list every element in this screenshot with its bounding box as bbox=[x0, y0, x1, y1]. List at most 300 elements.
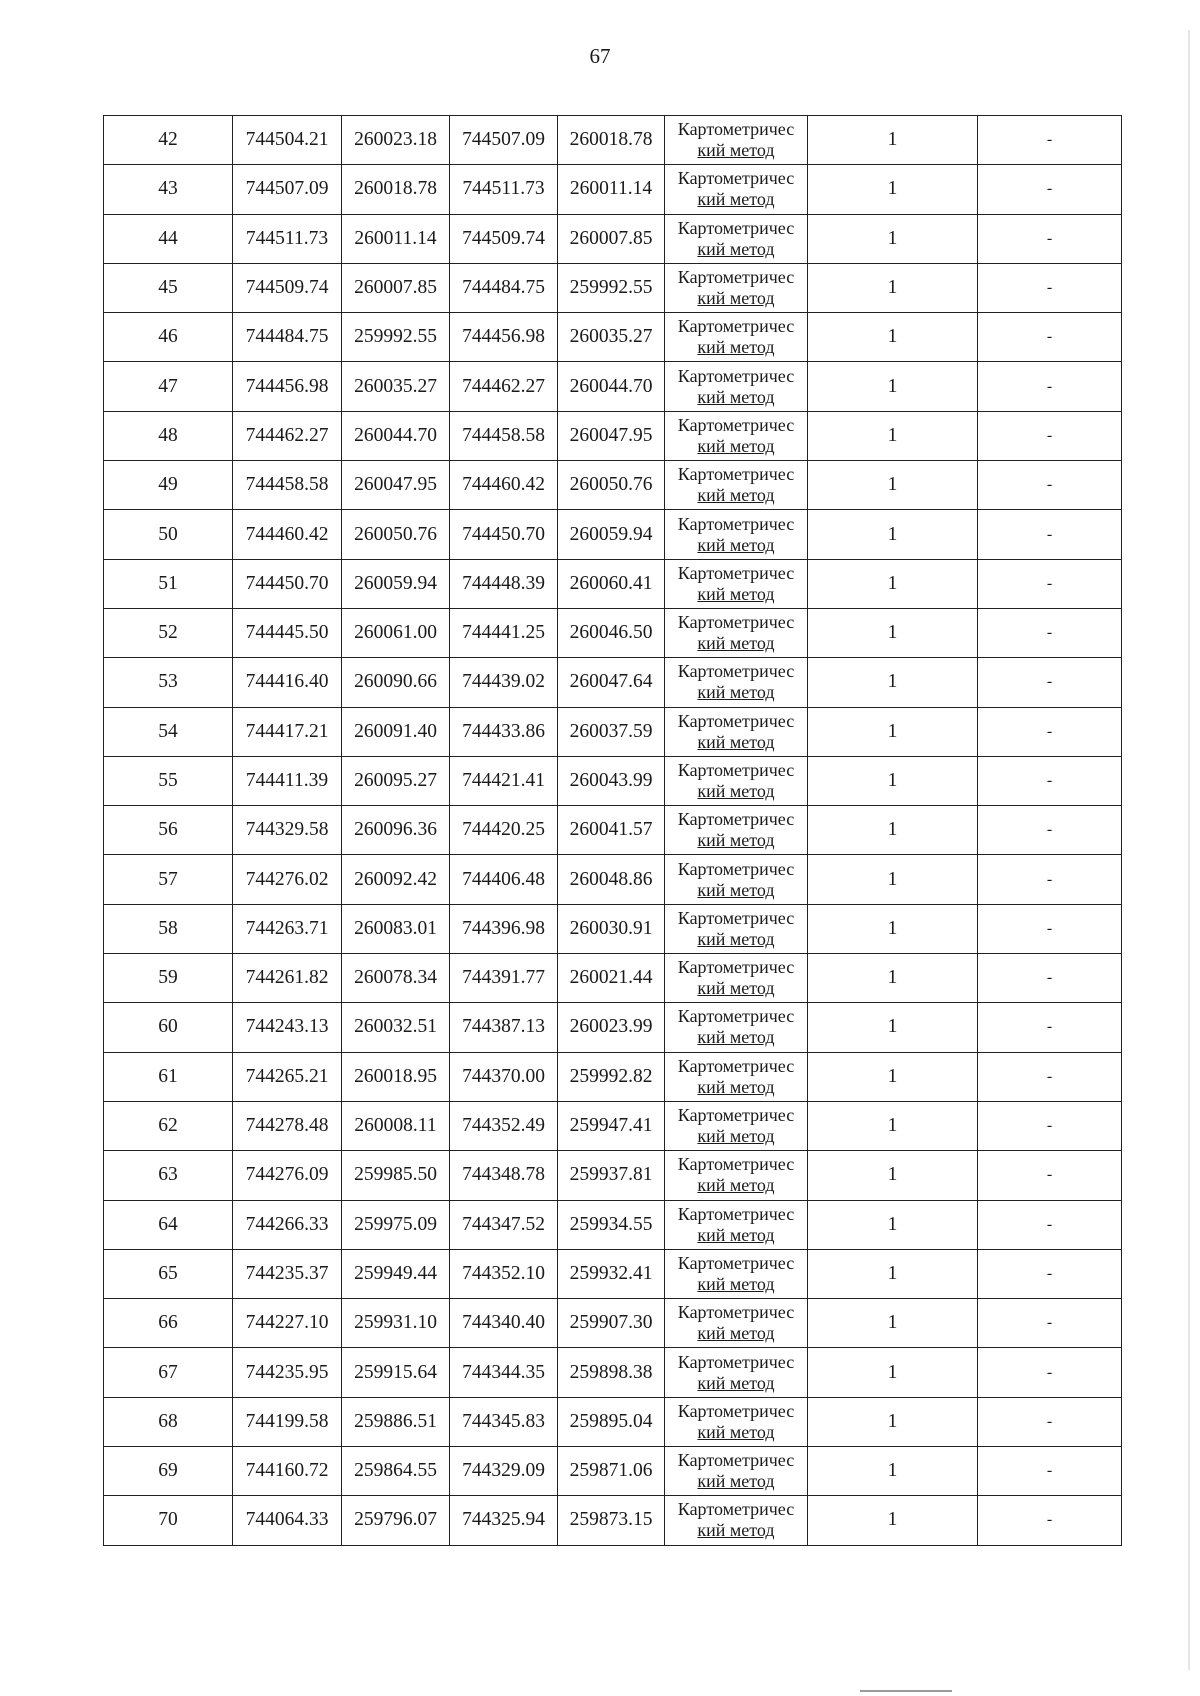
x-from-cell: 744507.09 bbox=[233, 165, 342, 214]
method-text-line2: кий метод bbox=[697, 485, 775, 506]
accuracy-cell: 1 bbox=[808, 1496, 978, 1545]
x-to-cell: 744387.13 bbox=[450, 1003, 558, 1052]
method-text-line2: кий метод bbox=[697, 1323, 775, 1344]
point-number-cell: 55 bbox=[104, 756, 233, 805]
method-cell bbox=[665, 855, 808, 904]
table-row bbox=[104, 806, 1122, 855]
method-text-line1: Картометричес bbox=[677, 1351, 795, 1372]
x-from-cell: 744460.42 bbox=[233, 510, 342, 559]
method-cell bbox=[665, 1151, 808, 1200]
table-row bbox=[104, 461, 1122, 510]
method-cell bbox=[665, 214, 808, 263]
x-from-cell: 744450.70 bbox=[233, 559, 342, 608]
point-number-cell: 61 bbox=[104, 1052, 233, 1101]
x-to-cell: 744344.35 bbox=[450, 1348, 558, 1397]
accuracy-cell: 1 bbox=[808, 510, 978, 559]
point-number-cell: 42 bbox=[104, 116, 233, 165]
method-text-line1: Картометричес bbox=[677, 119, 795, 140]
method-text-line1: Картометричес bbox=[677, 907, 795, 928]
y-from-cell: 259915.64 bbox=[342, 1348, 450, 1397]
table-row bbox=[104, 756, 1122, 805]
table-row bbox=[104, 313, 1122, 362]
method-cell bbox=[665, 313, 808, 362]
accuracy-cell: 1 bbox=[808, 313, 978, 362]
y-from-cell: 259992.55 bbox=[342, 313, 450, 362]
y-from-cell: 259949.44 bbox=[342, 1249, 450, 1298]
x-to-cell: 744325.94 bbox=[450, 1496, 558, 1545]
x-to-cell: 744448.39 bbox=[450, 559, 558, 608]
method-text-line2: кий метод bbox=[697, 879, 775, 900]
method-cell bbox=[665, 1052, 808, 1101]
point-number-cell: 45 bbox=[104, 263, 233, 312]
table-row bbox=[104, 1052, 1122, 1101]
note-cell: - bbox=[978, 510, 1122, 559]
accuracy-cell: 1 bbox=[808, 214, 978, 263]
note-cell: - bbox=[978, 658, 1122, 707]
x-to-cell: 744406.48 bbox=[450, 855, 558, 904]
table-row bbox=[104, 1397, 1122, 1446]
point-number-cell: 64 bbox=[104, 1200, 233, 1249]
y-from-cell: 260018.78 bbox=[342, 165, 450, 214]
method-cell bbox=[665, 559, 808, 608]
bottom-edge-mark bbox=[860, 1690, 952, 1692]
method-text-line1: Картометричес bbox=[677, 661, 795, 682]
accuracy-cell: 1 bbox=[808, 362, 978, 411]
y-from-cell: 260007.85 bbox=[342, 263, 450, 312]
y-to-cell: 260011.14 bbox=[558, 165, 665, 214]
method-text-line1: Картометричес bbox=[677, 1203, 795, 1224]
x-from-cell: 744064.33 bbox=[233, 1496, 342, 1545]
accuracy-cell: 1 bbox=[808, 116, 978, 165]
method-text-line2: кий метод bbox=[697, 1175, 775, 1196]
x-to-cell: 744370.00 bbox=[450, 1052, 558, 1101]
method-cell bbox=[665, 510, 808, 559]
method-text-line2: кий метод bbox=[697, 928, 775, 949]
x-from-cell: 744265.21 bbox=[233, 1052, 342, 1101]
method-cell bbox=[665, 362, 808, 411]
method-cell bbox=[665, 1003, 808, 1052]
x-from-cell: 744416.40 bbox=[233, 658, 342, 707]
method-text-line1: Картометричес bbox=[677, 1450, 795, 1471]
table-row bbox=[104, 954, 1122, 1003]
table-row bbox=[104, 1101, 1122, 1150]
accuracy-cell: 1 bbox=[808, 756, 978, 805]
method-text-line1: Картометричес bbox=[677, 414, 795, 435]
method-text-line2: кий метод bbox=[697, 1027, 775, 1048]
y-from-cell: 260050.76 bbox=[342, 510, 450, 559]
table-row bbox=[104, 411, 1122, 460]
table-row bbox=[104, 1299, 1122, 1348]
x-to-cell: 744345.83 bbox=[450, 1397, 558, 1446]
table-row bbox=[104, 559, 1122, 608]
note-cell: - bbox=[978, 707, 1122, 756]
method-cell bbox=[665, 806, 808, 855]
point-number-cell: 70 bbox=[104, 1496, 233, 1545]
table-row bbox=[104, 214, 1122, 263]
y-to-cell: 259934.55 bbox=[558, 1200, 665, 1249]
method-text-line1: Картометричес bbox=[677, 365, 795, 386]
table-row bbox=[104, 707, 1122, 756]
point-number-cell: 60 bbox=[104, 1003, 233, 1052]
y-to-cell: 260018.78 bbox=[558, 116, 665, 165]
y-from-cell: 260096.36 bbox=[342, 806, 450, 855]
x-from-cell: 744417.21 bbox=[233, 707, 342, 756]
x-from-cell: 744511.73 bbox=[233, 214, 342, 263]
x-to-cell: 744450.70 bbox=[450, 510, 558, 559]
note-cell: - bbox=[978, 1003, 1122, 1052]
method-text-line1: Картометричес bbox=[677, 1499, 795, 1520]
y-to-cell: 259907.30 bbox=[558, 1299, 665, 1348]
y-from-cell: 260044.70 bbox=[342, 411, 450, 460]
method-text-line1: Картометричес bbox=[677, 612, 795, 633]
x-from-cell: 744484.75 bbox=[233, 313, 342, 362]
note-cell: - bbox=[978, 411, 1122, 460]
table-row bbox=[104, 608, 1122, 657]
table-row bbox=[104, 1003, 1122, 1052]
method-text-line2: кий метод bbox=[697, 682, 775, 703]
x-to-cell: 744352.10 bbox=[450, 1249, 558, 1298]
method-text-line2: кий метод bbox=[697, 1273, 775, 1294]
x-from-cell: 744227.10 bbox=[233, 1299, 342, 1348]
accuracy-cell: 1 bbox=[808, 1052, 978, 1101]
method-text-line2: кий метод bbox=[697, 633, 775, 654]
x-to-cell: 744421.41 bbox=[450, 756, 558, 805]
method-text-line2: кий метод bbox=[697, 386, 775, 407]
x-from-cell: 744458.58 bbox=[233, 461, 342, 510]
point-number-cell: 63 bbox=[104, 1151, 233, 1200]
method-cell bbox=[665, 165, 808, 214]
x-from-cell: 744266.33 bbox=[233, 1200, 342, 1249]
point-number-cell: 49 bbox=[104, 461, 233, 510]
accuracy-cell: 1 bbox=[808, 658, 978, 707]
accuracy-cell: 1 bbox=[808, 1397, 978, 1446]
accuracy-cell: 1 bbox=[808, 559, 978, 608]
point-number-cell: 57 bbox=[104, 855, 233, 904]
note-cell: - bbox=[978, 806, 1122, 855]
method-text-line2: кий метод bbox=[697, 1372, 775, 1393]
note-cell: - bbox=[978, 362, 1122, 411]
y-to-cell: 259895.04 bbox=[558, 1397, 665, 1446]
method-text-line1: Картометричес bbox=[677, 1154, 795, 1175]
note-cell: - bbox=[978, 1200, 1122, 1249]
table-row bbox=[104, 1496, 1122, 1545]
method-cell bbox=[665, 1101, 808, 1150]
method-text-line1: Картометричес bbox=[677, 1006, 795, 1027]
method-text-line1: Картометричес bbox=[677, 168, 795, 189]
accuracy-cell: 1 bbox=[808, 165, 978, 214]
y-to-cell: 259871.06 bbox=[558, 1447, 665, 1496]
method-text-line1: Картометричес bbox=[677, 1400, 795, 1421]
x-from-cell: 744261.82 bbox=[233, 954, 342, 1003]
y-to-cell: 259873.15 bbox=[558, 1496, 665, 1545]
note-cell: - bbox=[978, 1397, 1122, 1446]
method-text-line1: Картометричес bbox=[677, 1055, 795, 1076]
x-from-cell: 744243.13 bbox=[233, 1003, 342, 1052]
accuracy-cell: 1 bbox=[808, 608, 978, 657]
method-text-line1: Картометричес bbox=[677, 760, 795, 780]
x-to-cell: 744391.77 bbox=[450, 954, 558, 1003]
method-cell bbox=[665, 1200, 808, 1249]
y-to-cell: 259992.55 bbox=[558, 263, 665, 312]
method-text-line2: кий метод bbox=[697, 583, 775, 604]
y-from-cell: 260008.11 bbox=[342, 1101, 450, 1150]
note-cell: - bbox=[978, 1151, 1122, 1200]
table-row bbox=[104, 904, 1122, 953]
point-number-cell: 52 bbox=[104, 608, 233, 657]
page-number: 67 bbox=[589, 44, 611, 68]
note-cell: - bbox=[978, 756, 1122, 805]
method-cell bbox=[665, 658, 808, 707]
point-number-cell: 58 bbox=[104, 904, 233, 953]
x-to-cell: 744458.58 bbox=[450, 411, 558, 460]
note-cell: - bbox=[978, 313, 1122, 362]
y-to-cell: 260037.59 bbox=[558, 707, 665, 756]
note-cell: - bbox=[978, 1496, 1122, 1545]
note-cell: - bbox=[978, 608, 1122, 657]
note-cell: - bbox=[978, 954, 1122, 1003]
point-number-cell: 44 bbox=[104, 214, 233, 263]
method-text-line1: Картометричес bbox=[677, 267, 795, 288]
table-row bbox=[104, 116, 1122, 165]
x-from-cell: 744235.95 bbox=[233, 1348, 342, 1397]
note-cell: - bbox=[978, 1348, 1122, 1397]
point-number-cell: 48 bbox=[104, 411, 233, 460]
x-from-cell: 744411.39 bbox=[233, 756, 342, 805]
note-cell: - bbox=[978, 855, 1122, 904]
point-number-cell: 67 bbox=[104, 1348, 233, 1397]
method-cell bbox=[665, 263, 808, 312]
table-row bbox=[104, 263, 1122, 312]
y-to-cell: 260046.50 bbox=[558, 608, 665, 657]
method-cell bbox=[665, 954, 808, 1003]
accuracy-cell: 1 bbox=[808, 1447, 978, 1496]
x-from-cell: 744456.98 bbox=[233, 362, 342, 411]
y-to-cell: 260007.85 bbox=[558, 214, 665, 263]
x-from-cell: 744263.71 bbox=[233, 904, 342, 953]
method-cell bbox=[665, 1299, 808, 1348]
x-to-cell: 744329.09 bbox=[450, 1447, 558, 1496]
method-cell bbox=[665, 411, 808, 460]
point-number-cell: 56 bbox=[104, 806, 233, 855]
point-number-cell: 46 bbox=[104, 313, 233, 362]
x-from-cell: 744160.72 bbox=[233, 1447, 342, 1496]
table-row bbox=[104, 510, 1122, 559]
y-from-cell: 260035.27 bbox=[342, 362, 450, 411]
accuracy-cell: 1 bbox=[808, 1348, 978, 1397]
y-to-cell: 260041.57 bbox=[558, 806, 665, 855]
y-to-cell: 259992.82 bbox=[558, 1052, 665, 1101]
method-cell bbox=[665, 608, 808, 657]
table-row bbox=[104, 165, 1122, 214]
method-text-line2: кий метод bbox=[697, 1076, 775, 1097]
accuracy-cell: 1 bbox=[808, 707, 978, 756]
accuracy-cell: 1 bbox=[808, 1003, 978, 1052]
table-row bbox=[104, 1348, 1122, 1397]
note-cell: - bbox=[978, 1052, 1122, 1101]
method-text-line1: Картометричес bbox=[677, 1302, 795, 1323]
table-row bbox=[104, 658, 1122, 707]
x-to-cell: 744460.42 bbox=[450, 461, 558, 510]
y-to-cell: 260021.44 bbox=[558, 954, 665, 1003]
point-number-cell: 54 bbox=[104, 707, 233, 756]
point-number-cell: 62 bbox=[104, 1101, 233, 1150]
method-text-line2: кий метод bbox=[697, 1471, 775, 1492]
y-from-cell: 259931.10 bbox=[342, 1299, 450, 1348]
x-to-cell: 744507.09 bbox=[450, 116, 558, 165]
accuracy-cell: 1 bbox=[808, 954, 978, 1003]
table-row bbox=[104, 1447, 1122, 1496]
point-number-cell: 50 bbox=[104, 510, 233, 559]
method-text-line1: Картометричес bbox=[677, 316, 795, 337]
y-from-cell: 260023.18 bbox=[342, 116, 450, 165]
method-cell bbox=[665, 1348, 808, 1397]
method-cell bbox=[665, 1496, 808, 1545]
x-from-cell: 744199.58 bbox=[233, 1397, 342, 1446]
x-from-cell: 744235.37 bbox=[233, 1249, 342, 1298]
table-row bbox=[104, 1200, 1122, 1249]
method-text-line2: кий метод bbox=[697, 1126, 775, 1147]
note-cell: - bbox=[978, 1101, 1122, 1150]
y-from-cell: 260032.51 bbox=[342, 1003, 450, 1052]
y-to-cell: 260059.94 bbox=[558, 510, 665, 559]
accuracy-cell: 1 bbox=[808, 1299, 978, 1348]
method-text-line2: кий метод bbox=[697, 189, 775, 210]
y-to-cell: 260050.76 bbox=[558, 461, 665, 510]
y-from-cell: 260095.27 bbox=[342, 756, 450, 805]
y-from-cell: 260090.66 bbox=[342, 658, 450, 707]
x-from-cell: 744509.74 bbox=[233, 263, 342, 312]
method-text-line2: кий метод bbox=[697, 830, 775, 851]
x-from-cell: 744462.27 bbox=[233, 411, 342, 460]
note-cell: - bbox=[978, 559, 1122, 608]
table-row bbox=[104, 855, 1122, 904]
method-text-line2: кий метод bbox=[697, 781, 775, 801]
note-cell: - bbox=[978, 1447, 1122, 1496]
method-cell bbox=[665, 461, 808, 510]
y-from-cell: 260059.94 bbox=[342, 559, 450, 608]
y-from-cell: 260047.95 bbox=[342, 461, 450, 510]
method-text-line2: кий метод bbox=[697, 1520, 775, 1541]
y-to-cell: 260030.91 bbox=[558, 904, 665, 953]
point-number-cell: 68 bbox=[104, 1397, 233, 1446]
y-to-cell: 260023.99 bbox=[558, 1003, 665, 1052]
y-from-cell: 259886.51 bbox=[342, 1397, 450, 1446]
x-to-cell: 744420.25 bbox=[450, 806, 558, 855]
table-body bbox=[104, 116, 1122, 1546]
y-to-cell: 260044.70 bbox=[558, 362, 665, 411]
note-cell: - bbox=[978, 165, 1122, 214]
method-text-line1: Картометричес bbox=[677, 464, 795, 485]
point-number-cell: 59 bbox=[104, 954, 233, 1003]
table-row bbox=[104, 1249, 1122, 1298]
accuracy-cell: 1 bbox=[808, 263, 978, 312]
method-text-line1: Картометричес bbox=[677, 513, 795, 534]
accuracy-cell: 1 bbox=[808, 904, 978, 953]
x-to-cell: 744509.74 bbox=[450, 214, 558, 263]
note-cell: - bbox=[978, 1299, 1122, 1348]
y-to-cell: 260047.64 bbox=[558, 658, 665, 707]
page-edge-shadow bbox=[1188, 30, 1190, 1670]
note-cell: - bbox=[978, 461, 1122, 510]
y-from-cell: 260018.95 bbox=[342, 1052, 450, 1101]
accuracy-cell: 1 bbox=[808, 1151, 978, 1200]
point-number-cell: 65 bbox=[104, 1249, 233, 1298]
x-to-cell: 744396.98 bbox=[450, 904, 558, 953]
x-to-cell: 744511.73 bbox=[450, 165, 558, 214]
x-from-cell: 744329.58 bbox=[233, 806, 342, 855]
y-to-cell: 260048.86 bbox=[558, 855, 665, 904]
x-to-cell: 744456.98 bbox=[450, 313, 558, 362]
y-from-cell: 260083.01 bbox=[342, 904, 450, 953]
x-to-cell: 744348.78 bbox=[450, 1151, 558, 1200]
y-to-cell: 260043.99 bbox=[558, 756, 665, 805]
method-text-line2: кий метод bbox=[697, 534, 775, 555]
method-text-line1: Картометричес bbox=[677, 217, 795, 238]
point-number-cell: 47 bbox=[104, 362, 233, 411]
method-text-line2: кий метод bbox=[697, 288, 775, 309]
point-number-cell: 66 bbox=[104, 1299, 233, 1348]
method-cell bbox=[665, 756, 808, 805]
table-row bbox=[104, 362, 1122, 411]
method-text-line1: Картометричес bbox=[677, 809, 795, 830]
method-cell bbox=[665, 707, 808, 756]
method-text-line1: Картометричес bbox=[677, 562, 795, 583]
y-from-cell: 260011.14 bbox=[342, 214, 450, 263]
y-to-cell: 259947.41 bbox=[558, 1101, 665, 1150]
y-to-cell: 259932.41 bbox=[558, 1249, 665, 1298]
method-text-line2: кий метод bbox=[697, 1224, 775, 1245]
y-from-cell: 259796.07 bbox=[342, 1496, 450, 1545]
x-from-cell: 744445.50 bbox=[233, 608, 342, 657]
x-to-cell: 744352.49 bbox=[450, 1101, 558, 1150]
method-text-line2: кий метод bbox=[697, 337, 775, 358]
note-cell: - bbox=[978, 214, 1122, 263]
method-text-line1: Картометричес bbox=[677, 858, 795, 879]
method-text-line2: кий метод bbox=[697, 731, 775, 752]
point-number-cell: 43 bbox=[104, 165, 233, 214]
x-from-cell: 744278.48 bbox=[233, 1101, 342, 1150]
x-to-cell: 744441.25 bbox=[450, 608, 558, 657]
method-text-line1: Картометричес bbox=[677, 1105, 795, 1126]
y-from-cell: 260092.42 bbox=[342, 855, 450, 904]
note-cell: - bbox=[978, 1249, 1122, 1298]
method-cell bbox=[665, 1249, 808, 1298]
method-text-line2: кий метод bbox=[697, 978, 775, 999]
accuracy-cell: 1 bbox=[808, 806, 978, 855]
method-text-line2: кий метод bbox=[697, 435, 775, 456]
y-from-cell: 260061.00 bbox=[342, 608, 450, 657]
x-to-cell: 744433.86 bbox=[450, 707, 558, 756]
coordinates-table bbox=[103, 115, 1122, 1546]
method-cell bbox=[665, 116, 808, 165]
method-cell bbox=[665, 1397, 808, 1446]
point-number-cell: 69 bbox=[104, 1447, 233, 1496]
method-cell bbox=[665, 1447, 808, 1496]
note-cell: - bbox=[978, 116, 1122, 165]
method-text-line2: кий метод bbox=[697, 1421, 775, 1442]
x-to-cell: 744484.75 bbox=[450, 263, 558, 312]
method-text-line1: Картометричес bbox=[677, 1252, 795, 1273]
point-number-cell: 53 bbox=[104, 658, 233, 707]
x-from-cell: 744504.21 bbox=[233, 116, 342, 165]
method-cell bbox=[665, 904, 808, 953]
note-cell: - bbox=[978, 263, 1122, 312]
x-from-cell: 744276.02 bbox=[233, 855, 342, 904]
x-to-cell: 744340.40 bbox=[450, 1299, 558, 1348]
note-cell: - bbox=[978, 904, 1122, 953]
table-row bbox=[104, 1151, 1122, 1200]
y-from-cell: 259864.55 bbox=[342, 1447, 450, 1496]
